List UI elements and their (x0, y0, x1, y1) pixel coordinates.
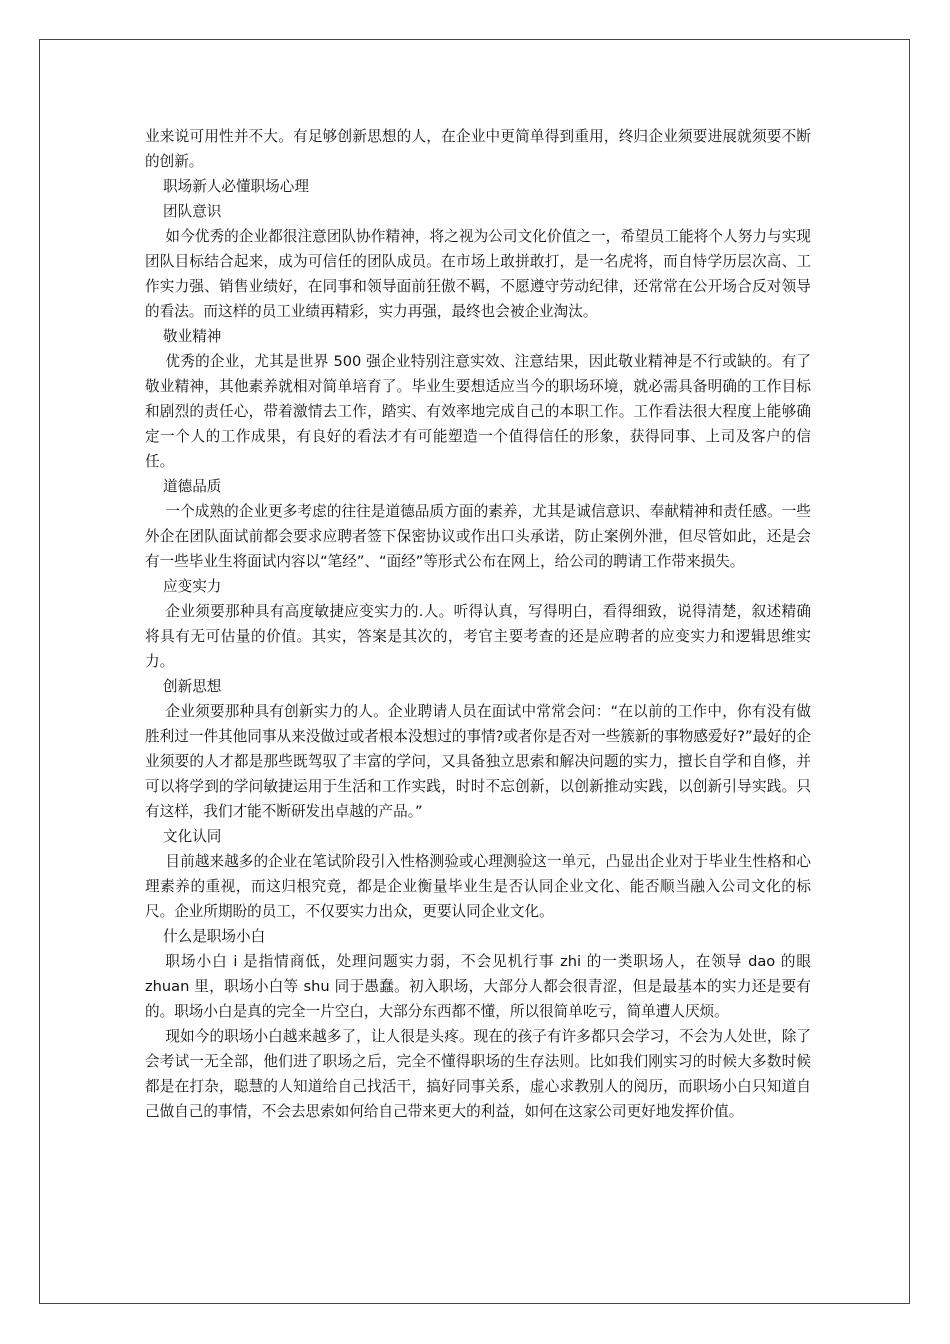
paragraph-moral-quality: 一个成熟的企业更多考虑的往往是道德品质方面的素养，尤其是诚信意识、奉献精神和责任感。一些外企在团队面试前都会要求应聘者签下保密协议或作出口头承诺，防止案例外泄，但尽管如此，还是会有一些毕业生将面试内容以“笔经”、“面经”等形式公布在网上，给公司的聘请工作带来损失。 (145, 503, 811, 570)
paragraph-adaptability: 企业须要那种具有高度敏捷应变实力的.人。听得认真，写得明白，看得细致，说得清楚，叙述精确将具有无可估量的价值。其实，答案是其次的，考官主要考查的还是应聘者的应变实力和逻辑思维实力。 (145, 603, 811, 670)
paragraph-culture: 目前越来越多的企业在笔试阶段引入性格测验或心理测验这一单元，凸显出企业对于毕业生性格和心理素养的重视，而这归根究竟，都是企业衡量毕业生是否认同企业文化、能否顺当融入公司文化的标尺。企业所期盼的员工，不仅要实力出众，更要认同企业文化。 (145, 853, 811, 920)
paragraph-team-awareness: 如今优秀的企业都很注意团队协作精神，将之视为公司文化价值之一，希望员工能将个人努力与实现团队目标结合起来，成为可信任的团队成员。在市场上敢拼敢打，是一名虎将，而自恃学历层次高、工作实力强、销售业绩好，在同事和领导面前狂傲不羁，不愿遵守劳动纪律，还常常在公开场合反对领导的看法。而这样的员工业绩再精彩，实力再强，最终也会被企业淘汰。 (145, 228, 811, 320)
section-title: 职场新人必懂职场心理 (163, 178, 309, 195)
paragraph-workplace-novice-2: 现如今的职场小白越来越多了，让人很是头疼。现在的孩子有许多都只会学习，不会为人处世，除了会考试一无全部，他们进了职场之后，完全不懂得职场的生存法则。比如我们刚实习的时候大多数时候都是在打杂，聪慧的人知道给自己找活干，搞好同事关系，虚心求教别人的阅历，而职场小白只知道自己做自己的事情，不会去思索如何给自己带来更大的利益，如何在这家公司更好地发挥价值。 (145, 1028, 811, 1120)
heading-team-awareness: 团队意识 (163, 203, 222, 220)
document-body (145, 124, 811, 1124)
heading-culture: 文化认同 (163, 828, 222, 845)
heading-moral-quality: 道德品质 (163, 478, 222, 495)
heading-innovation: 创新思想 (163, 678, 222, 695)
paragraph-dedication: 优秀的企业，尤其是世界 500 强企业特别注意实效、注意结果，因此敬业精神是不行或缺的。有了敬业精神，其他素养就相对简单培育了。毕业生要想适应当今的职场环境，就必需具备明确的工作目标和剧烈的责任心，带着激情去工作，踏实、有效率地完成自己的本职工作。工作看法很大程度上能够确定一个人的工作成果，有良好的看法才有可能塑造一个值得信任的形象，获得同事、上司及客户的信任。 (145, 353, 811, 470)
heading-adaptability: 应变实力 (163, 578, 222, 595)
heading-workplace-novice: 什么是职场小白 (163, 928, 266, 945)
paragraph-intro-continued: 业来说可用性并不大。有足够创新思想的人，在企业中更简单得到重用，终归企业须要进展就须要不断的创新。 (145, 128, 811, 170)
paragraph-workplace-novice-1: 职场小白 i 是指情商低，处理问题实力弱，不会见机行事 zhi 的一类职场人，在领导 dao 的眼 zhuan 里，职场小白等 shu 同于愚蠢。初入职场，大部分人都会很青涩，但是最基本的实力还是要有的。职场小白是真的完全一片空白，大部分东西都不懂，所以很简单吃亏，简单遭人厌烦。 (145, 953, 811, 1020)
heading-dedication: 敬业精神 (163, 328, 222, 345)
paragraph-innovation: 企业须要那种具有创新实力的人。企业聘请人员在面试中常常会问：“在以前的工作中，你有没有做胜利过一件其他同事从来没做过或者根本没想过的事情?或者你是否对一些簇新的事物感爱好?”最好的企业须要的人才都是那些既驾驭了丰富的学问，又具备独立思索和解决问题的实力，擅长自学和自修，并可以将学到的学问敏捷运用于生活和工作实践，时时不忘创新，以创新推动实践，以创新引导实践。只有这样，我们才能不断研发出卓越的产品。” (145, 703, 811, 820)
